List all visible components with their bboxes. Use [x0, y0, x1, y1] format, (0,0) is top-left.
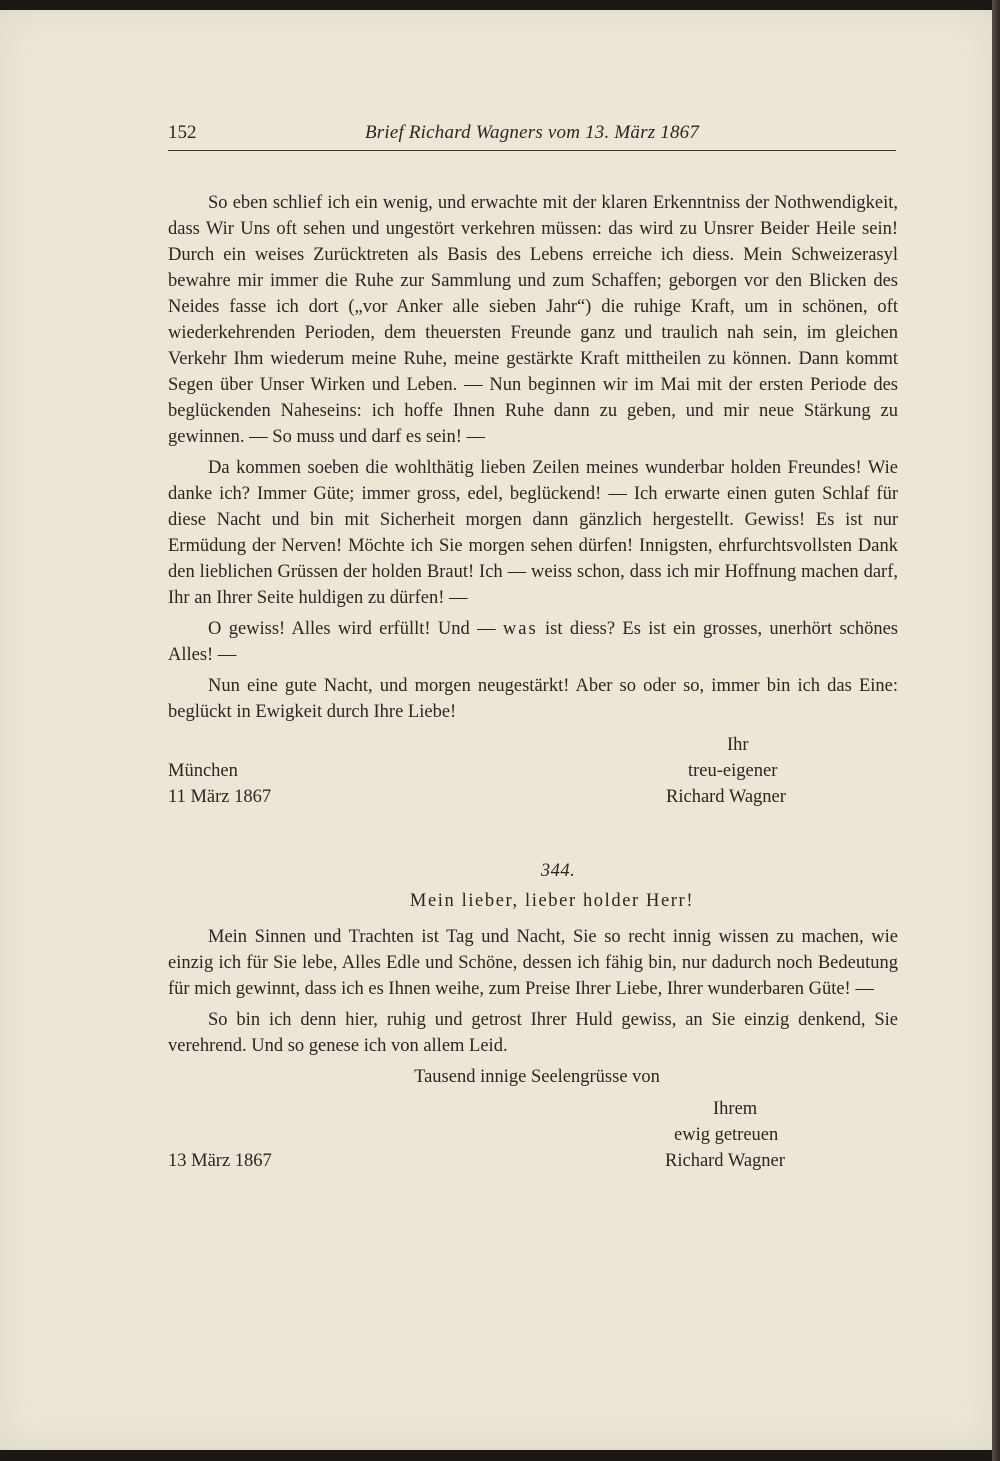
- letter2-sig-line-3: Richard Wagner: [665, 1151, 785, 1171]
- letter1-paragraph-3: [168, 616, 898, 668]
- letter2-sig-line-2: ewig getreuen: [674, 1125, 779, 1145]
- letter1-sig-line-2: treu-eigener: [688, 761, 778, 781]
- letter1-place: München: [168, 761, 238, 781]
- letter2-closing: Tausend innige Seelengrüsse von: [414, 1067, 660, 1087]
- p3-text-before: O gewiss! Alles wird erfüllt! Und —: [208, 619, 496, 639]
- letter2-signature-block: [168, 1094, 898, 1176]
- letter1-date: 11 März 1867: [168, 787, 272, 807]
- running-head: Brief Richard Wagners vom 13. März 1867: [364, 122, 700, 143]
- p3-text-after: ist diess? Es ist ein grosses, unerhört schönes Alles! —: [168, 619, 899, 665]
- letter1-sig-line-3: Richard Wagner: [666, 787, 786, 807]
- page-number: 152: [168, 122, 197, 143]
- page-edge: [992, 0, 1000, 1461]
- letter2-date: 13 März 1867: [168, 1151, 272, 1171]
- letter2-sig-line-1: Ihrem: [713, 1099, 758, 1119]
- p3-emphasis: was: [502, 619, 538, 639]
- letter2-salutation: Mein lieber, lieber holder Herr!: [409, 891, 695, 911]
- letter1-sig-line-1: Ihr: [727, 735, 749, 755]
- letter1-signature-block: [168, 730, 898, 812]
- letter-number: 344.: [540, 861, 576, 881]
- letter2-paragraph-1: Mein Sinnen und Trachten ist Tag und Nacht, Sie so recht innig wissen zu machen, wie einzig ich für Sie lebe, Alles Edle und Schöne, dessen ich fähig bin, nur dadurch noch Bedeutung für mich gewinnt, dass ich es Ihnen weihe, zum Preise Ihrer Liebe, Ihrer wunderbaren Güte! —: [168, 927, 898, 999]
- letter1-paragraph-1: So eben schlief ich ein wenig, und erwachte mit der klaren Erkenntniss der Nothwendigkeit, dass Wir Uns oft sehen und ungestört verkehren müssen: das wird zu Unsrer Beider Heile sein! Durch ein weises Zurücktreten als Basis des Lebens erreiche ich diess. Mein Schweizerasyl bewahre mir immer die Ruhe zur Sammlung und zum Schaffen; geborgen vor den Blicken des Neides fasse ich dort („vor Anker alle sieben Jahr“) die ruhige Kraft, um in schönen, oft wiederkehrenden Perioden, dem theuersten Freunde ganz und traulich nah sein, im gleichen Verkehr Ihm wiederum meine Ruhe, meine gestärkte Kraft mittheilen zu können. Dann kommt Segen über Unser Wirken und Leben. — Nun beginnen wir im Mai mit der ersten Periode des beglückenden Naheseins: ich hoffe Ihnen Ruhe dann zu geben, und mir neue Stärkung zu gewinnen. — So muss und darf es sein! —: [168, 193, 898, 447]
- letter1-paragraph-2: Da kommen soeben die wohlthätig lieben Zeilen meines wunderbar holden Freundes! Wie danke ich? Immer Güte; immer gross, edel, beglückend! — Ich erwarte einen guten Schlaf für diese Nacht und bin mit Sicherheit morgen dann gänzlich hergestellt. Gewiss! Es ist nur Ermüdung der Nerven! Möchte ich Sie morgen sehen dürfen! Innigsten, ehrfurchtsvollsten Dank den lieblichen Grüssen der holden Braut! Ich — weiss schon, dass ich mir Hoffnung machen darf, Ihr an Ihrer Seite huldigen zu dürfen! —: [168, 458, 898, 608]
- letter2-paragraph-2: So bin ich denn hier, ruhig und getrost Ihrer Huld gewiss, an Sie einzig denkend, Sie verehrend. Und so genese ich von allem Leid.: [168, 1010, 898, 1056]
- letter1-paragraph-4: Nun eine gute Nacht, und morgen neugestärkt! Aber so oder so, immer bin ich das Eine: beglückt in Ewigkeit durch Ihre Liebe!: [168, 676, 898, 722]
- page-header: [168, 122, 896, 151]
- page-body: [168, 190, 898, 1176]
